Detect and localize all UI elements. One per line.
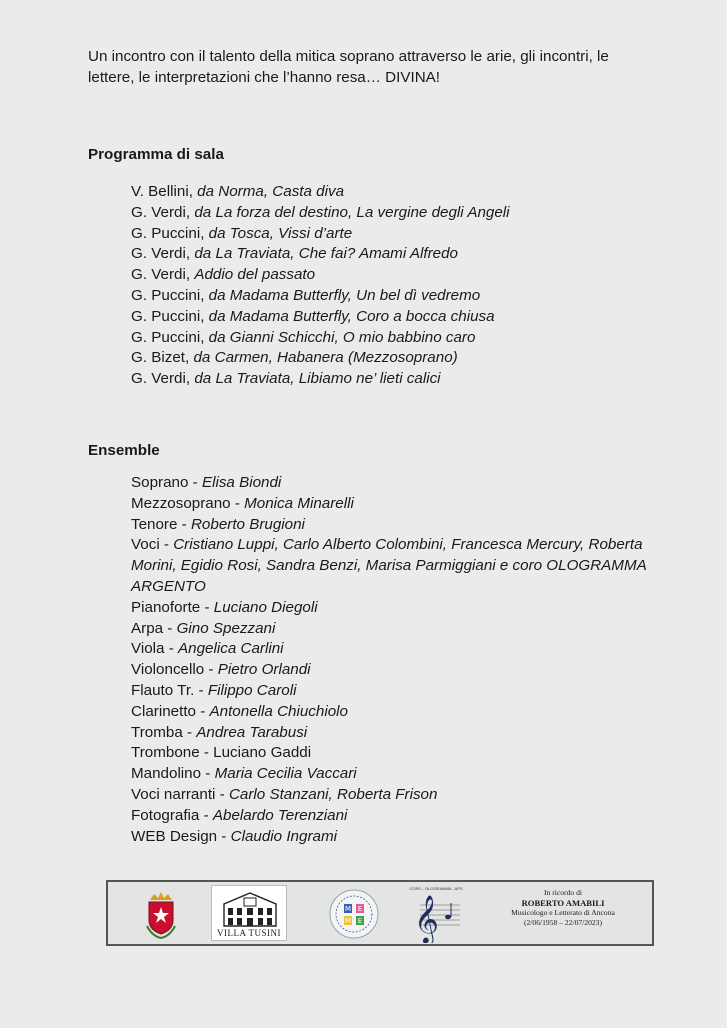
memorial-intro: In ricordo di bbox=[544, 888, 582, 897]
program-composer: G. Verdi, bbox=[131, 266, 191, 284]
svg-text:M: M bbox=[344, 905, 352, 913]
ensemble-member bbox=[131, 785, 651, 806]
ensemble-member bbox=[131, 535, 651, 597]
program-work: da Madama Butterfly, Coro a bocca chiusa bbox=[208, 307, 495, 325]
program-composer: V. Bellini, bbox=[131, 183, 193, 200]
svg-text:M: M bbox=[344, 917, 352, 925]
ensemble-member bbox=[131, 598, 651, 619]
program-item bbox=[131, 265, 510, 286]
program-work: da La Traviata, Che fai? Amami Alfredo bbox=[194, 245, 458, 263]
memorial-title: Musicologo e Letterato di Ancona bbox=[511, 908, 615, 917]
ensemble-role: Pianoforte - bbox=[131, 598, 210, 616]
ensemble-role: Viola - bbox=[131, 640, 174, 658]
memorial-dates: (2/06/1958 – 22/07/2023) bbox=[523, 918, 603, 927]
ensemble-role: Clarinetto - bbox=[131, 702, 206, 720]
villa-label: VILLA TUSINI bbox=[216, 928, 282, 938]
ensemble-name: Filippo Caroli bbox=[207, 681, 297, 699]
ensemble-member bbox=[131, 494, 651, 515]
intro-paragraph: Un incontro con il talento della mitica soprano attraverso le arie, gli incontri, le lettere, le interpretazioni che l’hanno resa… DIVINA! bbox=[88, 48, 609, 86]
ensemble-member bbox=[131, 681, 651, 702]
ensemble-role: Fotografia - bbox=[131, 806, 209, 824]
program-composer: G. Verdi, bbox=[131, 245, 191, 263]
ensemble-name: Andrea Tarabusi bbox=[196, 723, 308, 741]
ensemble-heading: Ensemble bbox=[88, 442, 160, 459]
ensemble-role: Mandolino - bbox=[131, 765, 211, 783]
program-composer: G. Verdi, bbox=[131, 203, 191, 221]
program-composer: G. Puccini, bbox=[131, 307, 205, 325]
program-item bbox=[131, 224, 510, 245]
ensemble-member bbox=[131, 619, 651, 640]
program-work: da La Traviata, Libiamo ne’ lieti calici bbox=[194, 370, 441, 388]
ensemble-member bbox=[131, 639, 651, 660]
ensemble-name: Elisa Biondi bbox=[201, 474, 282, 491]
program-composer: G. Puccini, bbox=[131, 286, 205, 304]
ensemble-member bbox=[131, 764, 651, 785]
memorial-note bbox=[488, 888, 638, 928]
ensemble-member bbox=[131, 702, 651, 723]
ensemble-role: Tenore - bbox=[131, 515, 187, 533]
circular-emblem-logo bbox=[326, 888, 382, 940]
ensemble-list bbox=[131, 473, 651, 847]
program-composer: G. Puccini, bbox=[131, 224, 205, 242]
program-work: Addio del passato bbox=[194, 266, 316, 284]
ensemble-member bbox=[131, 743, 651, 764]
ensemble-name: Luciano Diegoli bbox=[213, 598, 318, 616]
ensemble-name: Claudio Ingrami bbox=[230, 827, 337, 845]
clef-logo-label: CORO - OLOGRAMMA - APS bbox=[409, 886, 463, 891]
program-work: da Madama Butterfly, Un bel dì vedremo bbox=[208, 286, 481, 304]
memorial-name: ROBERTO AMABILI bbox=[521, 898, 605, 908]
program-item bbox=[131, 203, 510, 224]
coat-of-arms-logo bbox=[144, 890, 178, 940]
program-item bbox=[131, 244, 510, 265]
ensemble-name: Antonella Chiuchiolo bbox=[209, 702, 348, 720]
program-work: da Carmen, Habanera (Mezzosoprano) bbox=[193, 349, 458, 367]
program-work: da Norma, Casta diva bbox=[197, 183, 345, 200]
program-composer: G. Puccini, bbox=[131, 328, 205, 346]
ensemble-name: Roberto Brugioni bbox=[190, 515, 305, 533]
ensemble-member bbox=[131, 515, 651, 536]
ensemble-role: WEB Design - bbox=[131, 827, 227, 845]
ensemble-role: Voci narranti - bbox=[131, 785, 225, 803]
ensemble-role: Flauto Tr. - bbox=[131, 681, 204, 699]
ensemble-member bbox=[131, 806, 651, 827]
program-composer: G. Verdi, bbox=[131, 370, 191, 388]
ensemble-name: Abelardo Terenziani bbox=[212, 806, 348, 824]
ensemble-name: Monica Minarelli bbox=[244, 494, 354, 512]
villa-tusini-logo bbox=[211, 885, 287, 941]
ensemble-role: Soprano - bbox=[131, 474, 198, 491]
program-item bbox=[131, 307, 510, 328]
program-item bbox=[131, 182, 510, 203]
svg-text:E: E bbox=[357, 905, 363, 913]
ensemble-name: Cristiano Luppi, Carlo Alberto Colombini, Francesca Mercury, Roberta Morini, Egidio Rosi, Sandra Benzi, Marisa Parmiggiani e coro OLOGRAMMA ARGENTO bbox=[131, 536, 647, 595]
ensemble-name: Gino Spezzani bbox=[176, 619, 276, 637]
ensemble-role: Arpa - bbox=[131, 619, 173, 637]
program-item bbox=[131, 369, 510, 390]
ensemble-member bbox=[131, 827, 651, 848]
program-composer: G. Bizet, bbox=[131, 349, 190, 367]
ensemble-member bbox=[131, 660, 651, 681]
program-item bbox=[131, 328, 510, 349]
program-work: da Tosca, Vissi d’arte bbox=[208, 224, 353, 242]
ensemble-member bbox=[131, 723, 651, 744]
program-list bbox=[131, 182, 510, 390]
ensemble-role: Tromba - bbox=[131, 723, 193, 741]
sponsor-footer bbox=[106, 880, 654, 946]
ensemble-name: Carlo Stanzani, Roberta Frison bbox=[228, 785, 438, 803]
program-work: da Gianni Schicchi, O mio babbino caro bbox=[208, 328, 476, 346]
ensemble-member bbox=[131, 473, 651, 494]
ensemble-role: Trombone - Luciano Gaddi bbox=[131, 744, 312, 762]
ensemble-role: Violoncello - bbox=[131, 661, 214, 679]
program-item bbox=[131, 348, 510, 369]
ensemble-name: Pietro Orlandi bbox=[217, 661, 311, 679]
program-work: da La forza del destino, La vergine degli Angeli bbox=[194, 203, 510, 221]
treble-clef-logo bbox=[406, 885, 466, 943]
svg-text:E: E bbox=[357, 917, 363, 925]
svg-text:𝄞: 𝄞 bbox=[414, 894, 439, 943]
program-item bbox=[131, 286, 510, 307]
program-heading: Programma di sala bbox=[88, 146, 224, 163]
ensemble-role: Mezzosoprano - bbox=[131, 494, 240, 512]
ensemble-name: Angelica Carlini bbox=[178, 640, 284, 658]
ensemble-role: Voci - bbox=[131, 536, 169, 554]
ensemble-name: Maria Cecilia Vaccari bbox=[214, 765, 357, 783]
